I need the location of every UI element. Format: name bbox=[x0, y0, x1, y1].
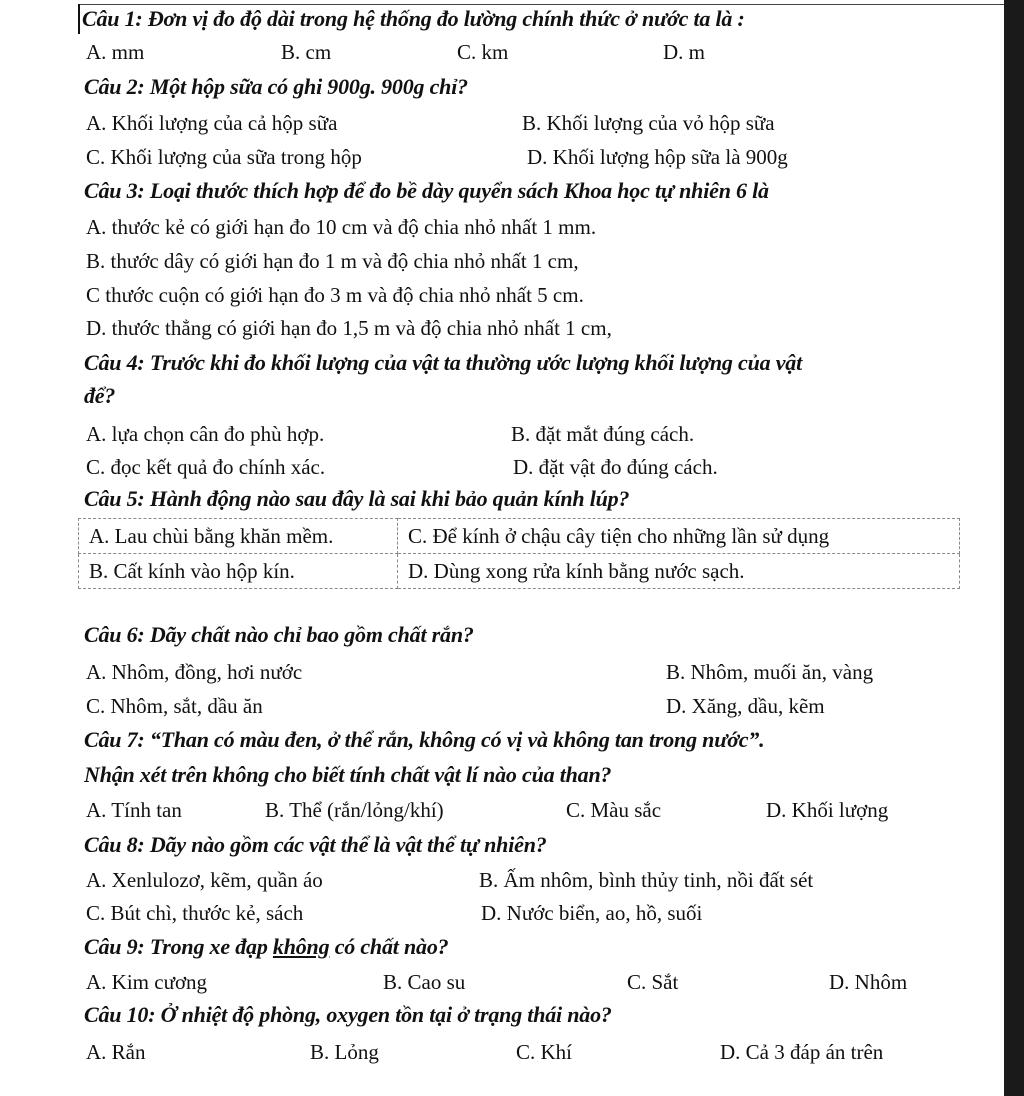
q1-option-a: A. mm bbox=[86, 40, 145, 64]
q4-option-b: B. đặt mắt đúng cách. bbox=[511, 422, 695, 446]
q2-option-c: C. Khối lượng của sữa trong hộp bbox=[86, 145, 362, 169]
q2-option-b: B. Khối lượng của vỏ hộp sữa bbox=[522, 111, 775, 135]
question-7-title-line1: Câu 7: “Than có màu đen, ở thể rắn, không có vị và không tan trong nước”. bbox=[84, 727, 765, 752]
question-9-title-start: Câu 9: Trong xe đạp bbox=[84, 934, 273, 959]
q7-option-d: D. Khối lượng bbox=[766, 798, 889, 822]
q8-option-d: D. Nước biển, ao, hồ, suối bbox=[481, 901, 703, 925]
q6-option-c: C. Nhôm, sắt, dầu ăn bbox=[86, 694, 263, 718]
question-10-title: Câu 10: Ở nhiệt độ phòng, oxygen tồn tại ở trạng thái nào? bbox=[84, 1002, 612, 1027]
q9-option-c: C. Sắt bbox=[627, 970, 679, 994]
q3-option-d: D. thước thẳng có giới hạn đo 1,5 m và độ chia nhỏ nhất 1 cm, bbox=[86, 316, 612, 340]
question-9-title-end: có chất nào? bbox=[329, 934, 449, 959]
q5-options-table bbox=[78, 518, 960, 589]
q2-option-d: D. Khối lượng hộp sữa là 900g bbox=[527, 145, 788, 169]
q7-option-c: C. Màu sắc bbox=[566, 798, 662, 822]
q10-option-a: A. Rắn bbox=[86, 1040, 146, 1064]
question-1-title: Câu 1: Đơn vị đo độ dài trong hệ thống đo lường chính thức ở nước ta là : bbox=[82, 6, 745, 31]
q2-option-a: A. Khối lượng của cả hộp sữa bbox=[86, 111, 338, 135]
text-cursor bbox=[78, 4, 80, 34]
q6-option-b: B. Nhôm, muối ăn, vàng bbox=[666, 660, 874, 684]
question-4-title-line2: để? bbox=[84, 383, 116, 408]
q6-option-d: D. Xăng, dầu, kẽm bbox=[666, 694, 825, 718]
question-4-title-line1: Câu 4: Trước khi đo khối lượng của vật ta thường ước lượng khối lượng của vật bbox=[84, 350, 803, 375]
q3-option-b: B. thước dây có giới hạn đo 1 m và độ chia nhỏ nhất 1 cm, bbox=[86, 249, 579, 273]
q8-option-b: B. Ấm nhôm, bình thủy tinh, nồi đất sét bbox=[479, 868, 814, 892]
question-9-title bbox=[84, 934, 448, 960]
q5-option-c: C. Để kính ở chậu cây tiện cho những lần sử dụng bbox=[398, 519, 960, 554]
question-8-title: Câu 8: Dãy nào gồm các vật thể là vật thể tự nhiên? bbox=[84, 832, 547, 857]
question-2-title: Câu 2: Một hộp sữa có ghi 900g. 900g chỉ? bbox=[84, 74, 468, 99]
q1-option-c: C. km bbox=[457, 40, 509, 64]
q6-option-a: A. Nhôm, đồng, hơi nước bbox=[86, 660, 303, 684]
q1-option-b: B. cm bbox=[281, 40, 332, 64]
q5-option-b: B. Cất kính vào hộp kín. bbox=[79, 554, 398, 589]
question-7-title-line2: Nhận xét trên không cho biết tính chất vật lí nào của than? bbox=[84, 762, 612, 787]
question-6-title: Câu 6: Dãy chất nào chỉ bao gồm chất rắn? bbox=[84, 622, 474, 647]
q8-option-a: A. Xenlulozơ, kẽm, quần áo bbox=[86, 868, 323, 892]
q1-option-d: D. m bbox=[663, 40, 705, 64]
q5-option-a: A. Lau chùi bằng khăn mềm. bbox=[79, 519, 398, 554]
question-9-underlined-word: không bbox=[272, 934, 330, 959]
q7-option-b: B. Thể (rắn/lỏng/khí) bbox=[265, 798, 444, 822]
top-border-line bbox=[78, 4, 1004, 5]
q9-option-d: D. Nhôm bbox=[829, 970, 908, 994]
question-5-title: Câu 5: Hành động nào sau đây là sai khi bảo quản kính lúp? bbox=[84, 486, 630, 511]
q5-option-d: D. Dùng xong rửa kính bằng nước sạch. bbox=[398, 554, 960, 589]
q10-option-c: C. Khí bbox=[516, 1040, 573, 1064]
q9-option-a: A. Kim cương bbox=[86, 970, 208, 994]
q10-option-d: D. Cả 3 đáp án trên bbox=[720, 1040, 884, 1064]
q10-option-b: B. Lỏng bbox=[310, 1040, 379, 1064]
q4-option-d: D. đặt vật đo đúng cách. bbox=[513, 455, 718, 479]
question-3-title: Câu 3: Loại thước thích hợp để đo bề dày quyển sách Khoa học tự nhiên 6 là bbox=[84, 178, 769, 203]
q4-option-c: C. đọc kết quả đo chính xác. bbox=[86, 455, 326, 479]
q3-option-a: A. thước kẻ có giới hạn đo 10 cm và độ chia nhỏ nhất 1 mm. bbox=[86, 215, 597, 239]
q7-option-a: A. Tính tan bbox=[86, 798, 182, 822]
q8-option-c: C. Bút chì, thước kẻ, sách bbox=[86, 901, 304, 925]
q4-option-a: A. lựa chọn cân đo phù hợp. bbox=[86, 422, 325, 446]
q9-option-b: B. Cao su bbox=[383, 970, 466, 994]
q3-option-c: C thước cuộn có giới hạn đo 3 m và độ chia nhỏ nhất 5 cm. bbox=[86, 283, 584, 307]
